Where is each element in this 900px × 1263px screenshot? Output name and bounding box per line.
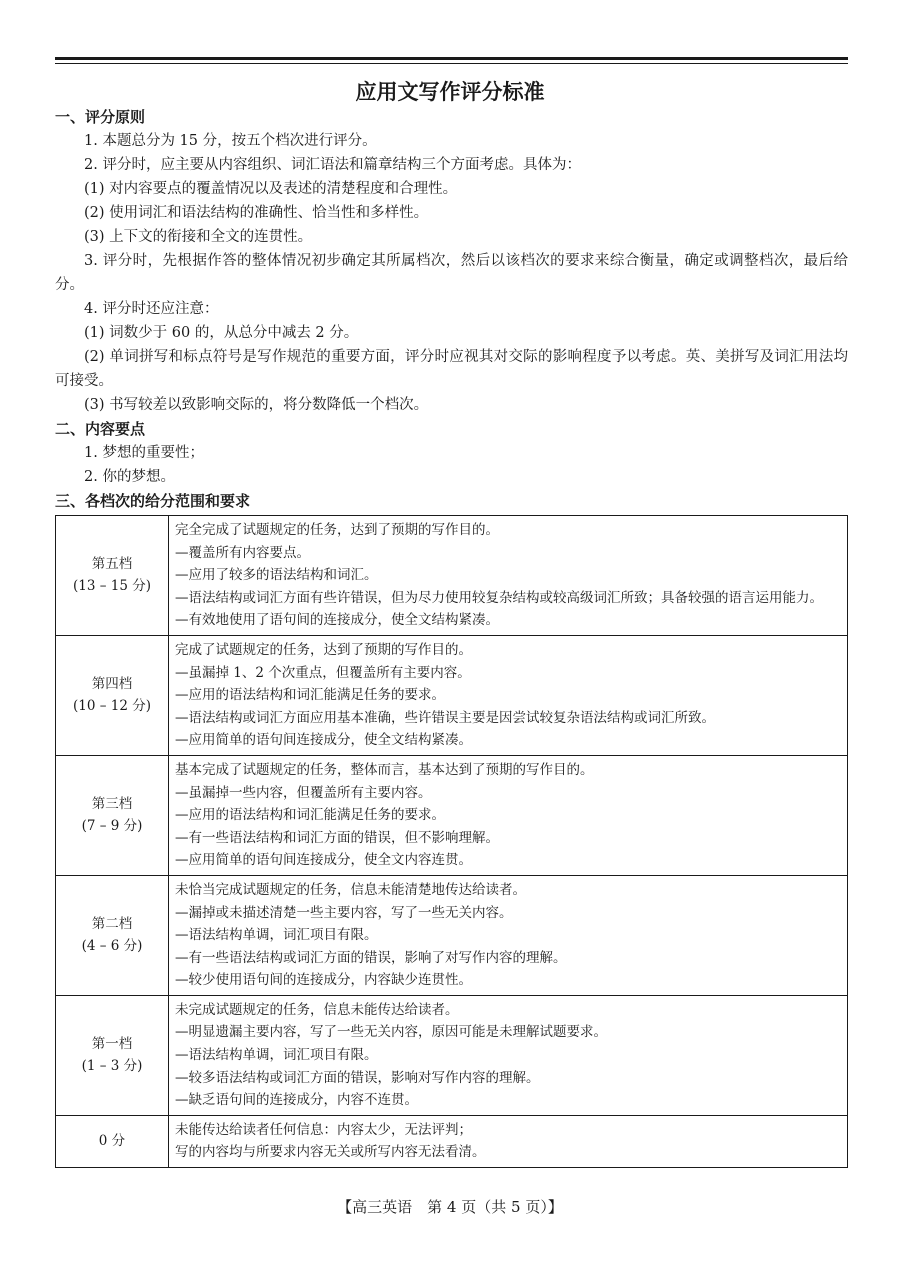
section-heading-bands: 三、各档次的给分范围和要求 <box>55 492 251 510</box>
band-line: —应用简单的语句间连接成分，使全文结构紧凑。 <box>175 732 472 749</box>
band-line: —有效地使用了语句间的连接成分，使全文结构紧凑。 <box>175 612 499 629</box>
band-line: —应用的语法结构和词汇能满足任务的要求。 <box>175 807 445 824</box>
table-row <box>56 635 848 755</box>
page-footer: 【高三英语 第 4 页（共 5 页）】 <box>337 1198 563 1216</box>
band-line: —应用简单的语句间连接成分，使全文内容连贯。 <box>175 852 472 869</box>
band-range: (1 – 3 分) <box>81 1058 143 1075</box>
band-line: 完全完成了试题规定的任务，达到了预期的写作目的。 <box>175 522 499 538</box>
key-points-list <box>55 441 848 489</box>
band-level-cell <box>56 635 169 755</box>
band-name: 第三档 <box>91 796 133 813</box>
band-level-cell <box>56 755 169 875</box>
band-line: —虽漏掉一些内容，但覆盖所有主要内容。 <box>175 784 432 801</box>
band-line: —有一些语法结构和词汇方面的错误，但不影响理解。 <box>175 829 499 846</box>
band-line: —缺乏语句间的连接成分，内容不连贯。 <box>175 1092 418 1109</box>
header-rule-thick <box>55 57 848 60</box>
band-line: 未能传达给读者任何信息：内容太少，无法评判； <box>175 1121 472 1138</box>
band-line: 完成了试题规定的任务，达到了预期的写作目的。 <box>175 641 472 658</box>
band-line: —明显遗漏主要内容，写了一些无关内容，原因可能是未理解试题要求。 <box>175 1024 607 1041</box>
band-level-cell <box>56 1115 169 1167</box>
principle-item: 4. 评分时还应注意： <box>84 301 219 317</box>
band-range: (13 – 15 分) <box>72 578 151 595</box>
header-rule-thin <box>55 63 848 64</box>
band-level-cell <box>56 516 169 636</box>
band-line: —较少使用语句间的连接成分，内容缺少连贯性。 <box>175 972 472 989</box>
section-heading-principles: 一、评分原则 <box>55 108 146 126</box>
table-row <box>56 516 848 636</box>
section-heading-key-points: 二、内容要点 <box>55 420 146 438</box>
band-line: —覆盖所有内容要点。 <box>175 544 310 561</box>
band-name: 第一档 <box>91 1036 133 1053</box>
band-range: (4 – 6 分) <box>81 938 143 955</box>
table-row <box>56 1115 848 1167</box>
page-title: 应用文写作评分标准 <box>355 80 545 104</box>
table-row <box>56 875 848 995</box>
band-name: 第二档 <box>91 916 133 933</box>
band-line: —语法结构或词汇方面有些许错误，但为尽力使用较复杂结构或较高级词汇所致；具备较强的语言运用能力。 <box>175 589 823 606</box>
band-line: —有一些语法结构或词汇方面的错误，影响了对写作内容的理解。 <box>175 949 567 966</box>
band-name: 第四档 <box>91 676 133 693</box>
band-line: 未完成试题规定的任务，信息未能传达给读者。 <box>175 1001 459 1018</box>
band-description-cell <box>169 755 848 875</box>
band-name: 0 分 <box>98 1133 126 1150</box>
band-line: 未恰当完成试题规定的任务，信息未能清楚地传达给读者。 <box>175 881 526 898</box>
band-line: —语法结构单调，词汇项目有限。 <box>175 1047 378 1064</box>
band-line: —漏掉或未描述清楚一些主要内容，写了一些无关内容。 <box>175 904 513 921</box>
principle-item: (3) 上下文的衔接和全文的连贯性。 <box>84 229 313 245</box>
principle-item: (2) 使用词汇和语法结构的准确性、恰当性和多样性。 <box>84 205 429 221</box>
band-description-cell <box>169 995 848 1115</box>
principles-list <box>55 129 848 417</box>
principle-item: 2. 评分时，应主要从内容组织、词汇语法和篇章结构三个方面考虑。具体为： <box>84 157 581 173</box>
scoring-bands-table <box>55 515 848 1168</box>
table-row <box>56 755 848 875</box>
band-line: —语法结构单调，词汇项目有限。 <box>175 927 378 944</box>
principle-item: (3) 书写较差以致影响交际的，将分数降低一个档次。 <box>84 397 429 413</box>
principle-item: 3. 评分时，先根据作答的整体情况初步确定其所属档次，然后以该档次的要求来综合衡量，确定或调整档次，最后给分。 <box>55 253 848 293</box>
principle-item: (1) 词数少于 60 的，从总分中减去 2 分。 <box>84 325 359 341</box>
band-description-cell <box>169 635 848 755</box>
principle-item: 1. 本题总分为 15 分，按五个档次进行评分。 <box>84 133 377 149</box>
band-description-cell <box>169 875 848 995</box>
band-line: —语法结构或词汇方面应用基本准确，些许错误主要是因尝试较复杂语法结构或词汇所致。 <box>175 709 715 726</box>
principle-item: (2) 单词拼写和标点符号是写作规范的重要方面，评分时应视其对交际的影响程度予以考虑。英、美拼写及词汇用法均可接受。 <box>55 349 848 389</box>
band-level-cell <box>56 995 169 1115</box>
band-description-cell <box>169 516 848 636</box>
band-description-cell <box>169 1115 848 1167</box>
band-line: 基本完成了试题规定的任务，整体而言，基本达到了预期的写作目的。 <box>175 761 594 778</box>
band-range: (10 – 12 分) <box>72 698 151 715</box>
band-level-cell <box>56 875 169 995</box>
band-line: —较多语法结构或词汇方面的错误，影响对写作内容的理解。 <box>175 1069 540 1086</box>
table-row <box>56 995 848 1115</box>
band-line: 写的内容均与所要求内容无关或所写内容无法看清。 <box>175 1144 486 1161</box>
band-range: (7 – 9 分) <box>81 818 143 835</box>
band-line: —虽漏掉 1、2 个次重点，但覆盖所有主要内容。 <box>175 664 471 681</box>
band-line: —应用的语法结构和词汇能满足任务的要求。 <box>175 687 445 704</box>
document-body <box>55 105 848 1168</box>
principle-item: (1) 对内容要点的覆盖情况以及表述的清楚程度和合理性。 <box>84 181 458 197</box>
key-point-item: 2. 你的梦想。 <box>84 469 175 485</box>
band-name: 第五档 <box>91 556 133 573</box>
band-line: —应用了较多的语法结构和词汇。 <box>175 567 378 584</box>
key-point-item: 1. 梦想的重要性； <box>84 445 204 461</box>
